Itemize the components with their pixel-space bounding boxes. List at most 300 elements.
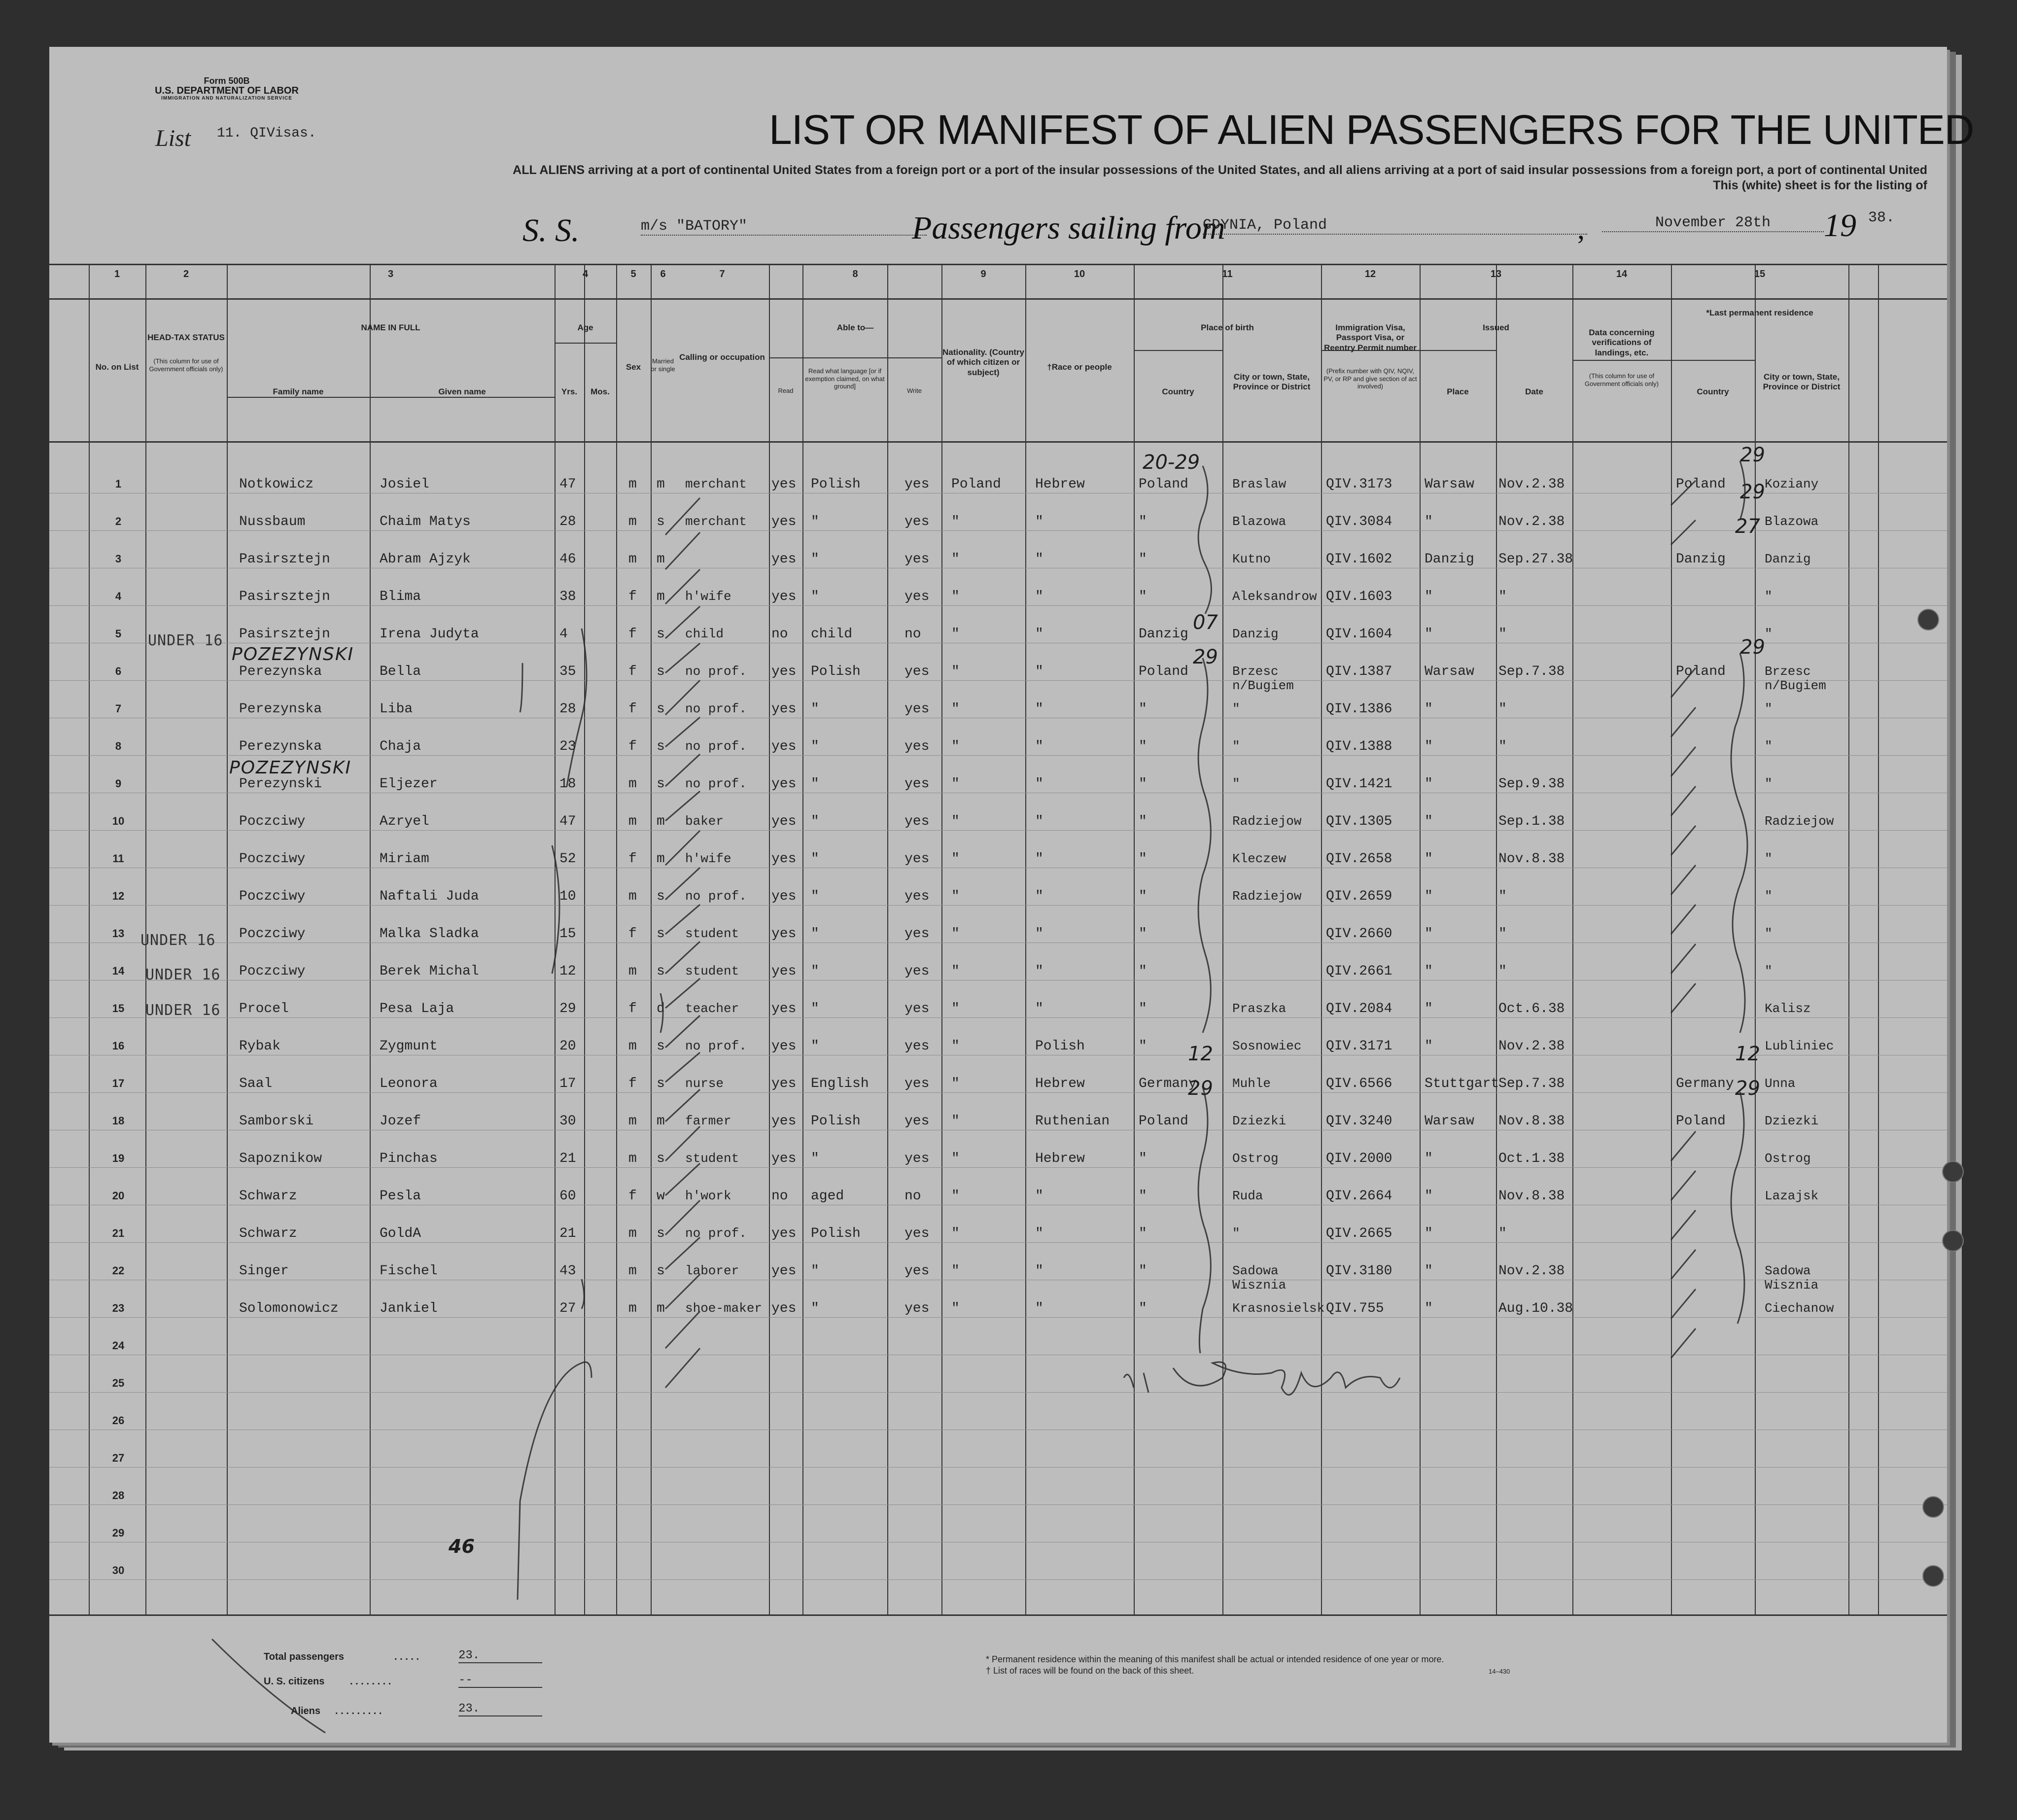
cell-r-country: Poland bbox=[1676, 477, 1726, 492]
header-mos: Mos. bbox=[591, 387, 610, 396]
cell-calling: student bbox=[685, 964, 739, 979]
cell-nationality: " bbox=[951, 1226, 960, 1241]
cell-b-city: Ruda bbox=[1232, 1189, 1263, 1203]
cell-i-date: " bbox=[1498, 701, 1507, 717]
cell-write: yes bbox=[904, 814, 930, 829]
row-number: 4 bbox=[115, 590, 122, 602]
cell-nationality: " bbox=[951, 926, 960, 942]
cell-write: yes bbox=[904, 889, 930, 904]
cell-sex: m bbox=[628, 1039, 637, 1054]
row-number: 28 bbox=[112, 1489, 125, 1502]
row-number: 6 bbox=[115, 665, 122, 677]
cell-calling: no prof. bbox=[685, 739, 747, 754]
cell-b-city: Radziejow bbox=[1232, 814, 1302, 829]
cell-b-country: " bbox=[1139, 964, 1147, 979]
dot-leader: . . . . . bbox=[394, 1651, 419, 1662]
cell-write: yes bbox=[904, 589, 930, 604]
header-issued-place: Place bbox=[1447, 387, 1469, 396]
cell-r-city: Ciechanow bbox=[1765, 1301, 1834, 1316]
cell-b-country: Poland bbox=[1139, 477, 1188, 492]
cell-i-place: " bbox=[1425, 1226, 1433, 1241]
header-last-residence: *Last permanent residence bbox=[1706, 308, 1813, 317]
cell-age: 38 bbox=[559, 589, 576, 604]
cell-lang: " bbox=[811, 1301, 819, 1316]
cell-family: Perezynski bbox=[239, 776, 322, 792]
cell-r-city: " bbox=[1765, 926, 1773, 941]
cell-write: no bbox=[904, 627, 921, 642]
cell-race: Hebrew bbox=[1035, 1151, 1085, 1166]
row-number: 13 bbox=[112, 927, 125, 940]
cell-family: Pasirsztejn bbox=[239, 589, 330, 604]
cell-age: 29 bbox=[559, 1001, 576, 1016]
cell-read: yes bbox=[771, 477, 797, 492]
cell-write: no bbox=[904, 1189, 921, 1204]
cell-race: " bbox=[1035, 1226, 1043, 1241]
cell-write: yes bbox=[904, 477, 930, 492]
cell-family: Rybak bbox=[239, 1039, 281, 1054]
cell-ms: m bbox=[657, 814, 665, 829]
cell-lang: " bbox=[811, 701, 819, 717]
row-number: 2 bbox=[115, 515, 122, 527]
handwritten-correction: POZEZYNSKI bbox=[232, 644, 354, 665]
passengers-sailing-label: Passengers sailing from bbox=[912, 210, 1225, 246]
cell-r-city: " bbox=[1765, 851, 1773, 866]
cell-b-city: Radziejow bbox=[1232, 889, 1302, 904]
cell-given: Chaja bbox=[380, 739, 421, 754]
cell-given: Fischel bbox=[380, 1263, 438, 1279]
cell-write: yes bbox=[904, 1001, 930, 1016]
header-race: †Race or people bbox=[1047, 362, 1112, 372]
cell-r-city: " bbox=[1765, 776, 1773, 791]
handwritten-correction: POZEZYNSKI bbox=[229, 758, 352, 778]
cell-b-city: Aleksandrow bbox=[1232, 589, 1317, 604]
cell-i-place: Warsaw bbox=[1425, 1114, 1474, 1129]
cell-write: yes bbox=[904, 964, 930, 979]
cell-b-city: Dziezki bbox=[1232, 1114, 1287, 1128]
cell-visa: QIV.6566 bbox=[1326, 1076, 1392, 1091]
cell-b-city: Danzig bbox=[1232, 627, 1279, 641]
cell-visa: QIV.1421 bbox=[1326, 776, 1392, 792]
cell-given: Chaim Matys bbox=[380, 514, 471, 529]
cell-family: Sapoznikow bbox=[239, 1151, 322, 1166]
cell-given: Josiel bbox=[380, 477, 429, 492]
instruction-line-1: ALL ALIENS arriving at a port of continental United States from a foreign port or a port of the insular possessions of the United States, and all aliens arriving at a port of said insular possessions from a foreign port, a port of continental United bbox=[513, 163, 1927, 177]
cell-write: yes bbox=[904, 552, 930, 567]
cell-i-place: Stuttgart bbox=[1425, 1076, 1499, 1091]
cell-lang: " bbox=[811, 1039, 819, 1054]
cell-ms: s bbox=[657, 964, 665, 979]
cell-sex: m bbox=[628, 1301, 637, 1316]
cell-lang: Polish bbox=[811, 477, 861, 492]
cell-i-place: " bbox=[1425, 514, 1433, 529]
cell-b-country: " bbox=[1139, 1039, 1147, 1054]
cell-write: yes bbox=[904, 1226, 930, 1241]
cell-read: yes bbox=[771, 664, 797, 679]
cell-ms: s bbox=[657, 1039, 665, 1054]
cell-lang: aged bbox=[811, 1189, 844, 1204]
cell-family: Procel bbox=[239, 1001, 289, 1016]
birth-code: 29 bbox=[1193, 646, 1218, 668]
departure-port: GDYNIA, Poland bbox=[1203, 217, 1587, 235]
row-number: 29 bbox=[112, 1527, 125, 1539]
cell-r-city: " bbox=[1765, 589, 1773, 604]
cell-family: Perezynska bbox=[239, 739, 322, 754]
cell-i-place: Warsaw bbox=[1425, 477, 1474, 492]
cell-i-date: Nov.2.38 bbox=[1498, 514, 1565, 529]
cell-age: 43 bbox=[559, 1263, 576, 1279]
header-no-on-list: No. on List bbox=[95, 362, 139, 372]
cell-calling: child bbox=[685, 627, 724, 641]
cell-nationality: " bbox=[951, 964, 960, 979]
cell-i-date: Nov.2.38 bbox=[1498, 1263, 1565, 1279]
total-passengers-value: 23. bbox=[458, 1649, 542, 1663]
cell-i-place: " bbox=[1425, 1189, 1433, 1204]
row-number: 25 bbox=[112, 1377, 125, 1389]
cell-write: yes bbox=[904, 926, 930, 942]
cell-given: Irena Judyta bbox=[380, 627, 479, 642]
column-number: 5 bbox=[630, 269, 636, 280]
cell-race: Polish bbox=[1035, 1039, 1085, 1054]
column-number: 1 bbox=[114, 269, 120, 280]
cell-r-city: " bbox=[1765, 739, 1773, 754]
cell-ms: m bbox=[657, 1114, 665, 1129]
cell-read: yes bbox=[771, 776, 797, 792]
cell-write: yes bbox=[904, 1151, 930, 1166]
cell-age: 28 bbox=[559, 514, 576, 529]
cell-nationality: " bbox=[951, 814, 960, 829]
cell-nationality: " bbox=[951, 1151, 960, 1166]
cell-lang: child bbox=[811, 627, 853, 642]
cell-calling: farmer bbox=[685, 1114, 731, 1128]
cell-read: yes bbox=[771, 739, 797, 754]
cell-i-place: " bbox=[1425, 1263, 1433, 1279]
cell-i-place: Danzig bbox=[1425, 552, 1474, 567]
punch-hole bbox=[1942, 1230, 1964, 1252]
cell-nationality: " bbox=[951, 889, 960, 904]
cell-i-date: " bbox=[1498, 926, 1507, 942]
cell-b-country: " bbox=[1139, 701, 1147, 717]
cell-age: 20 bbox=[559, 1039, 576, 1054]
check-mark-stroke bbox=[520, 1362, 591, 1501]
residence-code: 29 bbox=[1735, 1077, 1760, 1100]
cell-age: 12 bbox=[559, 964, 576, 979]
cell-read: yes bbox=[771, 1263, 797, 1279]
cell-read: no bbox=[771, 1189, 788, 1204]
column-number: 6 bbox=[660, 269, 666, 280]
cell-age: 47 bbox=[559, 814, 576, 829]
cell-b-city: Praszka bbox=[1232, 1001, 1287, 1016]
cell-i-date: Nov.8.38 bbox=[1498, 1189, 1565, 1204]
row-number: 7 bbox=[115, 702, 122, 715]
cell-r-city: Kalisz bbox=[1765, 1001, 1811, 1016]
cell-i-date: Sep.7.38 bbox=[1498, 1076, 1565, 1091]
cell-b-city: " bbox=[1232, 739, 1240, 754]
column-number: 4 bbox=[582, 269, 589, 280]
cell-nationality: " bbox=[951, 1039, 960, 1054]
cell-i-date: Nov.8.38 bbox=[1498, 851, 1565, 867]
cell-race: " bbox=[1035, 851, 1043, 867]
cell-sex: m bbox=[628, 1226, 637, 1241]
cell-nationality: " bbox=[951, 552, 960, 567]
cell-given: Eljezer bbox=[380, 776, 438, 792]
cell-ms: w bbox=[657, 1189, 665, 1204]
cell-read: yes bbox=[771, 1151, 797, 1166]
dot-leader: . . . . . . . . bbox=[350, 1676, 391, 1687]
cell-visa: QIV.2000 bbox=[1326, 1151, 1392, 1166]
cell-i-place: " bbox=[1425, 589, 1433, 604]
cell-sex: f bbox=[628, 627, 637, 642]
cell-family: Samborski bbox=[239, 1114, 314, 1129]
cell-b-country: " bbox=[1139, 889, 1147, 904]
cell-given: Jozef bbox=[380, 1114, 421, 1129]
residence-code: 29 bbox=[1740, 481, 1765, 503]
cell-nationality: " bbox=[951, 776, 960, 792]
page-number: 46 bbox=[449, 1536, 475, 1557]
cell-visa: QIV.3173 bbox=[1326, 477, 1392, 492]
cell-age: 4 bbox=[559, 627, 568, 642]
cell-i-place: " bbox=[1425, 964, 1433, 979]
cell-write: yes bbox=[904, 776, 930, 792]
cell-b-city: Brzesc n/Bugiem bbox=[1232, 664, 1294, 693]
cell-sex: m bbox=[628, 889, 637, 904]
head-tax-stamp: UNDER 16 bbox=[145, 966, 221, 983]
cell-lang: " bbox=[811, 889, 819, 904]
row-number: 20 bbox=[112, 1190, 125, 1202]
header-place-of-birth: Place of birth bbox=[1201, 323, 1254, 332]
header-able-to: Able to— bbox=[836, 323, 874, 332]
cell-family: Perezynska bbox=[239, 664, 322, 679]
cell-ms: s bbox=[657, 627, 665, 642]
cell-read: yes bbox=[771, 589, 797, 604]
cell-lang: " bbox=[811, 1151, 819, 1166]
cell-visa: QIV.1387 bbox=[1326, 664, 1392, 679]
cell-b-city: " bbox=[1232, 1226, 1240, 1241]
cell-lang: " bbox=[811, 739, 819, 754]
row-number: 21 bbox=[112, 1227, 125, 1239]
header-family-name: Family name bbox=[273, 387, 324, 396]
cell-read: yes bbox=[771, 926, 797, 942]
cell-write: yes bbox=[904, 664, 930, 679]
year-suffix: 38. bbox=[1868, 210, 1895, 226]
cell-given: Berek Michal bbox=[380, 964, 479, 979]
cell-lang: " bbox=[811, 589, 819, 604]
cell-b-city: Muhle bbox=[1232, 1076, 1271, 1091]
cell-lang: " bbox=[811, 1001, 819, 1016]
cell-family: Poczciwy bbox=[239, 964, 306, 979]
cell-race: " bbox=[1035, 1001, 1043, 1016]
cell-race: " bbox=[1035, 1189, 1043, 1204]
cell-calling: shoe-maker bbox=[685, 1301, 763, 1316]
cell-ms: m bbox=[657, 477, 665, 492]
header-given-name: Given name bbox=[438, 387, 486, 396]
cell-i-date: Nov.8.38 bbox=[1498, 1114, 1565, 1129]
dot-leader: . . . . . . . . . bbox=[335, 1706, 382, 1716]
cell-nationality: " bbox=[951, 1114, 960, 1129]
footer-code: 14–430 bbox=[1489, 1668, 1510, 1675]
cell-ms: s bbox=[657, 701, 665, 717]
cell-visa: QIV.2659 bbox=[1326, 889, 1392, 904]
cell-race: " bbox=[1035, 964, 1043, 979]
total-passengers-label: Total passengers bbox=[264, 1651, 345, 1662]
cell-r-city: Brzesc n/Bugiem bbox=[1765, 664, 1826, 693]
cell-given: Pesla bbox=[380, 1189, 421, 1204]
cell-read: yes bbox=[771, 1114, 797, 1129]
cell-lang: Polish bbox=[811, 664, 861, 679]
cell-race: Hebrew bbox=[1035, 477, 1085, 492]
column-number: 14 bbox=[1616, 269, 1628, 280]
cell-ms: s bbox=[657, 1226, 665, 1241]
cell-r-city: Ostrog bbox=[1765, 1151, 1811, 1166]
cell-nationality: Poland bbox=[951, 477, 1001, 492]
cell-read: no bbox=[771, 627, 788, 642]
header-married: Married or single bbox=[651, 357, 675, 373]
column-number: 10 bbox=[1074, 269, 1085, 280]
cell-b-city: Braslaw bbox=[1232, 477, 1287, 491]
cell-calling: teacher bbox=[685, 1001, 739, 1016]
cell-age: 28 bbox=[559, 701, 576, 717]
cell-ms: d bbox=[657, 1001, 665, 1016]
cell-race: " bbox=[1035, 814, 1043, 829]
cell-calling: h'wife bbox=[685, 851, 731, 866]
cell-race: " bbox=[1035, 926, 1043, 942]
departure-date: November 28th bbox=[1602, 214, 1824, 232]
cell-nationality: " bbox=[951, 1001, 960, 1016]
row-number: 17 bbox=[112, 1077, 125, 1089]
head-tax-stamp: UNDER 16 bbox=[148, 632, 223, 649]
cell-race: Ruthenian bbox=[1035, 1114, 1110, 1129]
cell-b-country: Poland bbox=[1139, 1114, 1188, 1129]
cell-b-city: Sadowa Wisznia bbox=[1232, 1263, 1287, 1293]
cell-b-city: Kleczew bbox=[1232, 851, 1287, 866]
cell-calling: student bbox=[685, 1151, 739, 1166]
cell-sex: m bbox=[628, 552, 637, 567]
column-number: 13 bbox=[1490, 269, 1502, 280]
punch-hole bbox=[1922, 1496, 1944, 1518]
cell-visa: QIV.2658 bbox=[1326, 851, 1392, 867]
cell-read: yes bbox=[771, 552, 797, 567]
cell-lang: " bbox=[811, 814, 819, 829]
cell-calling: nurse bbox=[685, 1076, 724, 1091]
cell-r-country: Germany bbox=[1676, 1076, 1734, 1091]
cell-read: yes bbox=[771, 964, 797, 979]
cell-sex: m bbox=[628, 514, 637, 529]
cell-race: " bbox=[1035, 739, 1043, 754]
cell-write: yes bbox=[904, 701, 930, 717]
cell-visa: QIV.1604 bbox=[1326, 627, 1392, 642]
cell-b-country: Germany bbox=[1139, 1076, 1197, 1091]
comma-separator: , bbox=[1577, 212, 1585, 245]
cell-b-city: Blazowa bbox=[1232, 514, 1287, 529]
cell-visa: QIV.1602 bbox=[1326, 552, 1392, 567]
cell-race: " bbox=[1035, 701, 1043, 717]
cell-sex: m bbox=[628, 477, 637, 492]
birth-code: 12 bbox=[1188, 1043, 1213, 1065]
row-number: 22 bbox=[112, 1264, 125, 1277]
cell-ms: m bbox=[657, 589, 665, 604]
residence-code: 27 bbox=[1735, 515, 1760, 538]
column-number: 11 bbox=[1222, 269, 1233, 280]
row-number: 16 bbox=[112, 1040, 125, 1052]
cell-age: 52 bbox=[559, 851, 576, 867]
cell-write: yes bbox=[904, 1076, 930, 1091]
header-visa: Immigration Visa, Passport Visa, or Reentry Permit number bbox=[1324, 323, 1417, 352]
cell-sex: m bbox=[628, 776, 637, 792]
service-name: IMMIGRATION AND NATURALIZATION SERVICE bbox=[161, 95, 292, 101]
cell-lang: " bbox=[811, 776, 819, 792]
cell-ms: s bbox=[657, 926, 665, 942]
cell-given: Miriam bbox=[380, 851, 429, 867]
header-yrs: Yrs. bbox=[561, 387, 578, 396]
header-head-tax-note: (This column for use of Government officials only) bbox=[149, 357, 223, 373]
cell-age: 21 bbox=[559, 1151, 576, 1166]
cell-ms: s bbox=[657, 776, 665, 792]
cell-calling: no prof. bbox=[685, 701, 747, 716]
cell-family: Schwarz bbox=[239, 1226, 297, 1241]
row-number: 15 bbox=[112, 1002, 125, 1015]
header-verification-note: (This column for use of Government officials only) bbox=[1584, 372, 1659, 387]
cell-ms: s bbox=[657, 1076, 665, 1091]
head-tax-stamp: UNDER 16 bbox=[145, 1002, 221, 1019]
cell-lang: English bbox=[811, 1076, 869, 1091]
cell-r-city: Radziejow bbox=[1765, 814, 1834, 829]
cell-race: Hebrew bbox=[1035, 1076, 1085, 1091]
cell-nationality: " bbox=[951, 1301, 960, 1316]
cell-read: yes bbox=[771, 701, 797, 717]
form-number: Form 500B bbox=[204, 76, 250, 86]
cell-age: 35 bbox=[559, 664, 576, 679]
cell-i-date: Sep.27.38 bbox=[1498, 552, 1573, 567]
cell-write: yes bbox=[904, 1114, 930, 1129]
cell-calling: h'work bbox=[685, 1189, 731, 1203]
cell-i-date: " bbox=[1498, 739, 1507, 754]
cell-read: yes bbox=[771, 514, 797, 529]
footnote-races: † List of races will be found on the back of this sheet. bbox=[986, 1666, 1194, 1676]
cell-ms: s bbox=[657, 889, 665, 904]
column-number: 15 bbox=[1754, 269, 1766, 280]
header-read-language: Read what language [or if exemption claimed, on what ground] bbox=[805, 367, 885, 390]
cell-calling: no prof. bbox=[685, 664, 747, 679]
cell-calling: no prof. bbox=[685, 1039, 747, 1053]
cell-i-date: Oct.6.38 bbox=[1498, 1001, 1565, 1016]
cell-write: yes bbox=[904, 514, 930, 529]
header-age: Age bbox=[577, 323, 593, 332]
row-number: 12 bbox=[112, 890, 125, 902]
list-value: 11. QIVisas. bbox=[217, 126, 316, 141]
cell-calling: no prof. bbox=[685, 889, 747, 904]
cell-ms: s bbox=[657, 514, 665, 529]
cell-b-country: " bbox=[1139, 739, 1147, 754]
us-citizens-value: -- bbox=[458, 1674, 542, 1688]
pen-strokes bbox=[49, 47, 1947, 1743]
cell-age: 27 bbox=[559, 1301, 576, 1316]
cell-lang: Polish bbox=[811, 1114, 861, 1129]
punch-hole bbox=[1922, 1565, 1944, 1587]
cell-ms: s bbox=[657, 1151, 665, 1166]
cell-age: 17 bbox=[559, 1076, 576, 1091]
cell-i-date: " bbox=[1498, 589, 1507, 604]
cell-visa: QIV.1388 bbox=[1326, 739, 1392, 754]
cell-write: yes bbox=[904, 1301, 930, 1316]
cell-sex: m bbox=[628, 964, 637, 979]
cell-age: 46 bbox=[559, 552, 576, 567]
cell-i-date: " bbox=[1498, 964, 1507, 979]
cell-i-date: Aug.10.38 bbox=[1498, 1301, 1573, 1316]
cell-visa: QIV.3171 bbox=[1326, 1039, 1392, 1054]
ss-label: S. S. bbox=[522, 212, 580, 248]
cell-ms: m bbox=[657, 1301, 665, 1316]
header-write: Write bbox=[906, 387, 922, 394]
cell-ms: m bbox=[657, 851, 665, 867]
